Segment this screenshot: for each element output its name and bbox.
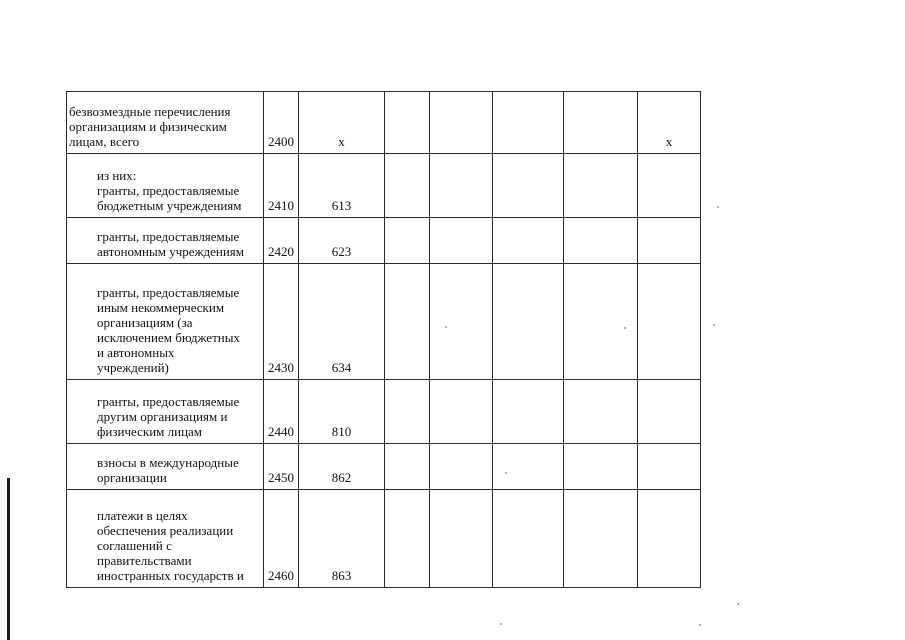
row-kbk: 613 bbox=[299, 154, 385, 218]
row-code: 2450 bbox=[264, 444, 299, 490]
scan-edge-mark bbox=[7, 478, 10, 640]
row-code: 2440 bbox=[264, 380, 299, 444]
row-value-cell bbox=[493, 218, 564, 264]
row-value-cell bbox=[430, 154, 493, 218]
row-code: 2430 bbox=[264, 264, 299, 380]
row-value-cell bbox=[385, 490, 430, 588]
row-value-cell bbox=[564, 92, 638, 154]
row-kbk: 862 bbox=[299, 444, 385, 490]
row-value-cell bbox=[564, 380, 638, 444]
row-value-cell bbox=[385, 264, 430, 380]
row-kbk: х bbox=[299, 92, 385, 154]
row-name: из них: гранты, предоставляемые бюджетным учреждениям bbox=[67, 154, 264, 218]
scan-dust bbox=[505, 472, 507, 474]
row-value-cell bbox=[564, 264, 638, 380]
row-code: 2460 bbox=[264, 490, 299, 588]
table-row bbox=[67, 444, 701, 490]
row-value-cell bbox=[638, 154, 701, 218]
table-row bbox=[67, 218, 701, 264]
row-name: взносы в международные организации bbox=[67, 444, 264, 490]
row-value-cell: х bbox=[638, 92, 701, 154]
row-value-cell bbox=[493, 490, 564, 588]
scan-dust bbox=[713, 324, 715, 326]
table-row bbox=[67, 490, 701, 588]
budget-form-table bbox=[66, 91, 701, 588]
row-value-cell bbox=[493, 264, 564, 380]
row-value-cell bbox=[564, 154, 638, 218]
row-value-cell bbox=[385, 154, 430, 218]
row-value-cell bbox=[493, 380, 564, 444]
row-value-cell bbox=[430, 380, 493, 444]
row-value-cell bbox=[638, 264, 701, 380]
row-kbk: 810 bbox=[299, 380, 385, 444]
row-value-cell bbox=[430, 264, 493, 380]
row-value-cell bbox=[564, 444, 638, 490]
row-name: гранты, предоставляемые иным некоммерческим организациям (за исключением бюджетных и автономных учреждений) bbox=[67, 264, 264, 380]
row-value-cell bbox=[564, 490, 638, 588]
row-value-cell bbox=[493, 154, 564, 218]
table-row bbox=[67, 154, 701, 218]
row-value-cell bbox=[430, 218, 493, 264]
row-name: безвозмездные перечисления организациям и физическим лицам, всего bbox=[67, 92, 264, 154]
row-name: платежи в целях обеспечения реализации соглашений с правительствами иностранных государств и bbox=[67, 490, 264, 588]
scan-dust bbox=[717, 206, 719, 208]
row-value-cell bbox=[430, 444, 493, 490]
row-name: гранты, предоставляемые другим организациям и физическим лицам bbox=[67, 380, 264, 444]
row-value-cell bbox=[385, 380, 430, 444]
row-kbk: 634 bbox=[299, 264, 385, 380]
row-kbk: 863 bbox=[299, 490, 385, 588]
row-value-cell bbox=[385, 218, 430, 264]
row-kbk: 623 bbox=[299, 218, 385, 264]
row-value-cell bbox=[385, 92, 430, 154]
scan-dust bbox=[500, 623, 502, 625]
row-value-cell bbox=[638, 380, 701, 444]
table-row bbox=[67, 264, 701, 380]
table-row bbox=[67, 380, 701, 444]
scan-dust bbox=[624, 327, 626, 329]
table-row bbox=[67, 92, 701, 154]
row-value-cell bbox=[564, 218, 638, 264]
scan-dust bbox=[737, 603, 739, 605]
row-value-cell bbox=[385, 444, 430, 490]
row-value-cell bbox=[638, 490, 701, 588]
row-name: гранты, предоставляемые автономным учреждениям bbox=[67, 218, 264, 264]
row-code: 2410 bbox=[264, 154, 299, 218]
row-value-cell bbox=[638, 444, 701, 490]
row-code: 2400 bbox=[264, 92, 299, 154]
row-value-cell bbox=[638, 218, 701, 264]
row-code: 2420 bbox=[264, 218, 299, 264]
row-value-cell bbox=[493, 444, 564, 490]
row-value-cell bbox=[493, 92, 564, 154]
scan-dust bbox=[699, 624, 701, 626]
row-value-cell bbox=[430, 92, 493, 154]
scan-dust bbox=[445, 326, 447, 328]
row-value-cell bbox=[430, 490, 493, 588]
